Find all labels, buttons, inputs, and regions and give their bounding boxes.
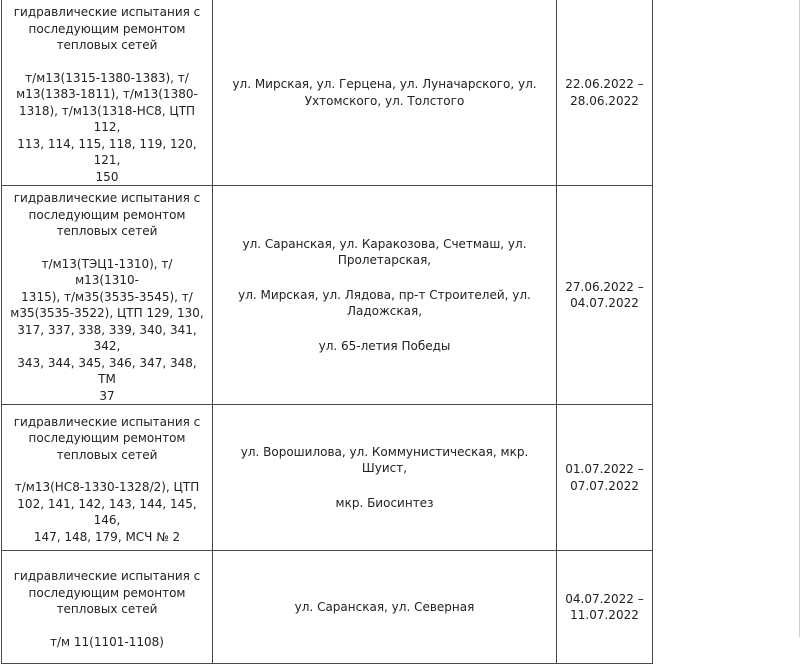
- pipeline-list: [10, 479, 204, 545]
- text-line: последующим ремонтом: [28, 207, 186, 222]
- text-line: 1315), т/м35(3535-3545), т/: [21, 289, 193, 304]
- text-line: 1318), т/м13(1318-НС8, ЦТП 112,: [18, 103, 196, 134]
- text-line: последующим ремонтом: [28, 431, 186, 446]
- table-row: [2, 186, 653, 405]
- text-line: тепловых сетей: [56, 602, 158, 616]
- dates-cell: [557, 186, 653, 405]
- table-row: [2, 0, 653, 186]
- date-end: 11.07.2022: [570, 608, 639, 622]
- text-line: тепловых сетей: [56, 224, 158, 238]
- work-description: [10, 190, 204, 240]
- streets-cell: [213, 551, 557, 664]
- text-line: м35(3535-3522), ЦТП 129, 130,: [10, 306, 204, 320]
- work-cell: [2, 186, 213, 405]
- dates-cell: [557, 0, 653, 186]
- text-line: гидравлические испытания с: [13, 191, 201, 205]
- text-line: последующим ремонтом: [28, 585, 186, 600]
- date-end: 04.07.2022: [570, 296, 639, 310]
- text-line: т/м 11(1101-1108): [50, 634, 164, 649]
- streets-cell: [213, 0, 557, 186]
- pipeline-list: [10, 256, 204, 405]
- dates-cell: [557, 551, 653, 664]
- work-description: [10, 568, 204, 618]
- streets-text: ул. Мирская, ул. Лядова, пр-т Строителей, ул. Ладожская,: [238, 287, 531, 319]
- dates-cell: [557, 405, 653, 551]
- text-line: т/м13(1315-1380-1383), т/: [25, 70, 189, 85]
- text-line: м13(1383-1811), т/м13(1380-: [16, 87, 198, 101]
- streets-text: ул. 65-летия Победы: [318, 338, 451, 353]
- streets-text: ул. Саранская, ул. Северная: [294, 599, 475, 614]
- streets-text: ул. Мирская, ул. Герцена, ул. Луначарского, ул. Ухтомского, ул. Толстого: [232, 77, 537, 108]
- date-start: 27.06.2022 –: [565, 279, 644, 294]
- text-line: гидравлические испытания с: [13, 414, 201, 429]
- date-start: 22.06.2022 –: [565, 77, 644, 91]
- streets-cell: [213, 186, 557, 405]
- text-line: тепловых сетей: [56, 38, 158, 52]
- table-row: [2, 405, 653, 551]
- streets-cell: [213, 405, 557, 551]
- text-line: тепловых сетей: [56, 447, 158, 462]
- text-line: т/м13(НС8-1330-1328/2), ЦТП: [14, 480, 200, 495]
- work-description: [10, 414, 204, 464]
- text-line: последующим ремонтом: [28, 21, 186, 36]
- date-start: 01.07.2022 –: [565, 462, 644, 476]
- date-end: 28.06.2022: [570, 93, 639, 108]
- streets-text: мкр. Биосинтез: [335, 495, 434, 510]
- pipeline-list: [10, 70, 204, 186]
- text-line: 150: [95, 169, 119, 184]
- text-line: 37: [99, 388, 115, 403]
- work-description: [10, 4, 204, 54]
- text-line: гидравлические испытания с: [13, 569, 201, 583]
- text-line: т/м13(ТЭЦ1-1310), т/м13(1310-: [41, 256, 173, 287]
- work-cell: [2, 551, 213, 664]
- maintenance-schedule-table: [1, 0, 653, 664]
- streets-text: ул. Саранская, ул. Каракозова, Счетмаш, ул. Пролетарская,: [242, 236, 527, 268]
- date-end: 07.07.2022: [570, 478, 639, 493]
- streets-text: ул. Ворошилова, ул. Коммунистическая, мкр. Шуист,: [240, 444, 529, 476]
- text-line: 147, 148, 179, МСЧ № 2: [33, 529, 181, 544]
- table-row: [2, 551, 653, 664]
- text-line: 343, 344, 345, 346, 347, 348, ТМ: [17, 355, 197, 386]
- date-start: 04.07.2022 –: [565, 591, 644, 606]
- text-line: гидравлические испытания с: [13, 5, 201, 19]
- work-cell: [2, 405, 213, 551]
- text-line: 317, 337, 338, 339, 340, 341, 342,: [17, 322, 197, 353]
- text-line: 102, 141, 142, 143, 144, 145, 146,: [17, 496, 197, 528]
- work-cell: [2, 0, 213, 186]
- pipeline-list: [10, 634, 204, 651]
- text-line: 113, 114, 115, 118, 119, 120, 121,: [17, 136, 197, 167]
